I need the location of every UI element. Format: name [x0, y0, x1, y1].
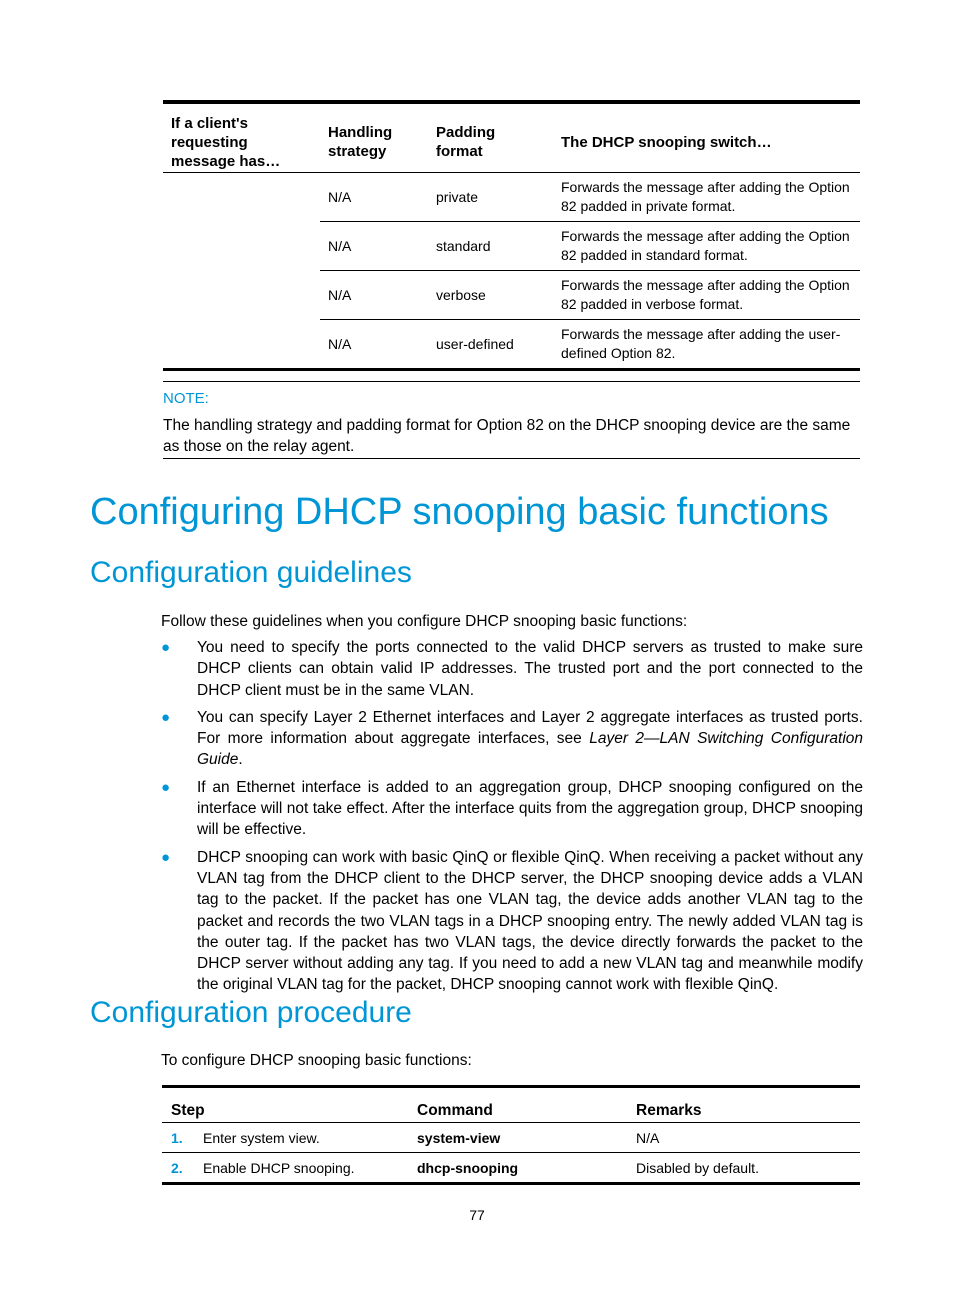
- list-item: [161, 707, 863, 771]
- action-cell: Forwards the message after adding the Option 82 padded in verbose format.: [553, 271, 860, 320]
- header-switch-action: The DHCP snooping switch…: [553, 102, 860, 173]
- header-step: Step: [162, 1087, 408, 1123]
- note-text: The handling strategy and padding format for Option 82 on the DHCP snooping device are the same as those on the relay agent.: [163, 417, 851, 455]
- guide-reference: Layer 2—LAN Switching Configuration Guide: [197, 730, 864, 769]
- procedure-intro: To configure DHCP snooping basic functions:: [161, 1052, 472, 1069]
- procedure-title: Configuration procedure: [90, 996, 412, 1029]
- header-client-message: If a client's requesting message has…: [163, 102, 320, 173]
- step-text: Enter system view.: [203, 1129, 320, 1146]
- step-cell: [162, 1153, 408, 1184]
- bullet-text-end: .: [238, 751, 243, 769]
- table-row: [163, 173, 860, 222]
- list-item: [161, 637, 863, 701]
- remarks-cell: N/A: [627, 1123, 860, 1153]
- bullet-text: If an Ethernet interface is added to an aggregation group, DHCP snooping configured on the interface will not take effect. After the interface quits from the aggregation group, DHCP snooping will be effective.: [197, 778, 863, 839]
- bullet-icon: ●: [161, 778, 171, 796]
- guidelines-title: Configuration guidelines: [90, 556, 412, 589]
- strategy-cell: N/A: [320, 271, 428, 320]
- action-cell: Forwards the message after adding the user-defined Option 82.: [553, 320, 860, 370]
- guidelines-intro: Follow these guidelines when you configure DHCP snooping basic functions:: [161, 613, 688, 630]
- table-row: [162, 1123, 860, 1153]
- format-cell: standard: [428, 222, 553, 271]
- note-label: NOTE:: [163, 390, 209, 407]
- action-cell: Forwards the message after adding the Option 82 padded in private format.: [553, 173, 860, 222]
- bullet-text: You can specify Layer 2 Ethernet interfaces and Layer 2 aggregate interfaces as trusted ports. For more information about aggregate interfaces, see: [197, 708, 863, 748]
- strategy-cell: N/A: [320, 222, 428, 271]
- empty-cell: [163, 173, 320, 370]
- command-cell: system-view: [408, 1123, 627, 1153]
- header-remarks: Remarks: [627, 1087, 860, 1123]
- step-text: Enable DHCP snooping.: [203, 1159, 355, 1176]
- header-padding-format: Padding format: [428, 102, 553, 173]
- bullet-text: You need to specify the ports connected to the valid DHCP servers as trusted to make sure DHCP clients can obtain valid IP addresses. The trusted port and the port connected to the DHCP client must be in the same VLAN.: [197, 639, 863, 699]
- section-title: Configuring DHCP snooping basic functions: [90, 491, 829, 533]
- bullet-text: DHCP snooping can work with basic QinQ or flexible QinQ. When receiving a packet without any VLAN tag from the DHCP client to the DHCP server, the DHCP snooping device adds a VLAN tag to the packet. If the packet has one VLAN tag, the device adds another VLAN tag to the packet and records the two VLAN tags in a DHCP snooping entry. The newly added VLAN tag is the outer tag. If the packet has two VLAN tags, the device directly forwards the packet to the DHCP server without adding any tag. If you need to add a new VLAN tag and meanwhile modify the original VLAN tag for the packet, DHCP snooping cannot work with flexible QinQ.: [197, 848, 863, 994]
- step-number: 1.: [171, 1129, 183, 1146]
- note-box: [163, 381, 860, 459]
- guidelines-list: [161, 637, 863, 1002]
- table-row: [162, 1153, 860, 1184]
- list-item: [161, 847, 863, 996]
- page-number: 77: [469, 1207, 485, 1223]
- option82-table: [163, 100, 860, 371]
- format-cell: private: [428, 173, 553, 222]
- strategy-cell: N/A: [320, 173, 428, 222]
- format-cell: verbose: [428, 271, 553, 320]
- step-number: 2.: [171, 1159, 183, 1176]
- bullet-icon: ●: [161, 848, 171, 866]
- header-command: Command: [408, 1087, 627, 1123]
- bullet-icon: ●: [161, 708, 171, 726]
- list-item: [161, 777, 863, 841]
- remarks-cell: Disabled by default.: [627, 1153, 860, 1184]
- action-cell: Forwards the message after adding the Option 82 padded in standard format.: [553, 222, 860, 271]
- command-cell: dhcp-snooping: [408, 1153, 627, 1184]
- procedure-table: [162, 1085, 860, 1185]
- header-handling-strategy: Handling strategy: [320, 102, 428, 173]
- strategy-cell: N/A: [320, 320, 428, 370]
- bullet-icon: ●: [161, 639, 171, 656]
- step-cell: [162, 1123, 408, 1153]
- format-cell: user-defined: [428, 320, 553, 370]
